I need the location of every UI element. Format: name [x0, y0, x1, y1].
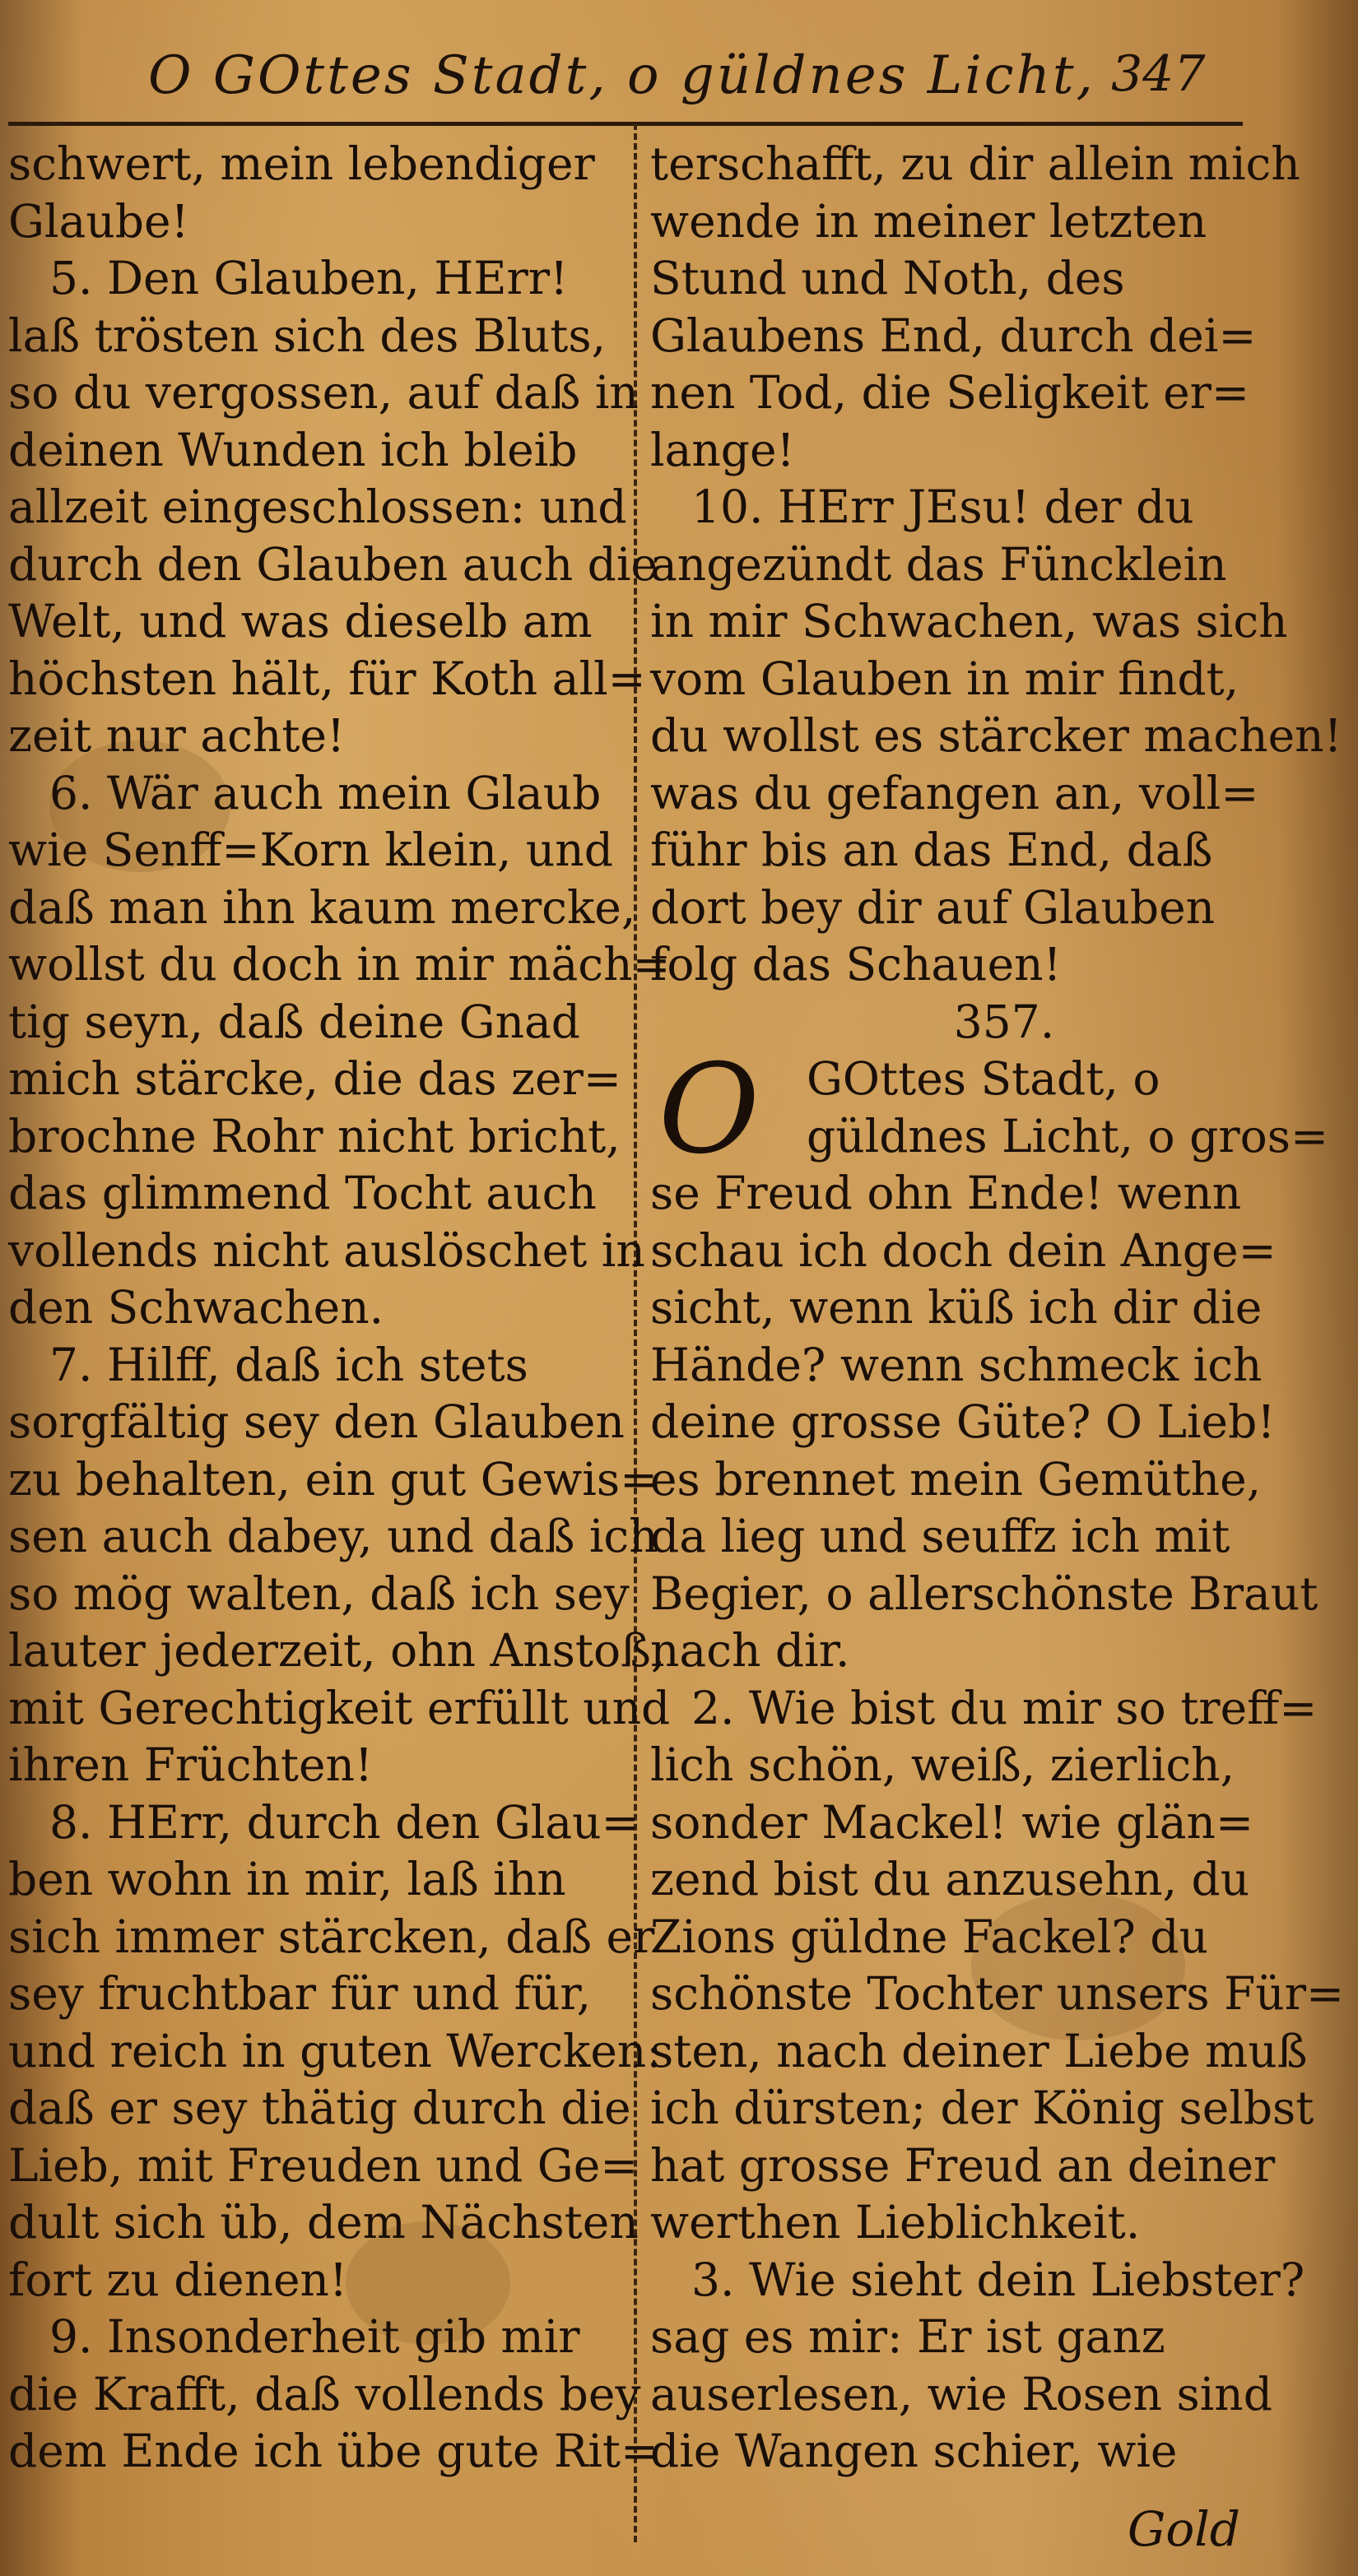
text-line: sonder Mackel! wie glän= [650, 1795, 1254, 1849]
text-line: führ bis an das End, daß [650, 824, 1213, 876]
text-line: sag es mir: Er ist ganz [650, 2310, 1165, 2363]
text-line: wollst du doch in mir mäch= [8, 938, 671, 991]
text-line: lich schön, weiß, zierlich, [650, 1738, 1235, 1791]
text-line: Lieb, mit Freuden und Ge= [8, 2138, 639, 2192]
text-line: fort zu dienen! [8, 2253, 348, 2306]
header-rule [8, 122, 1243, 126]
left-column [8, 136, 671, 2481]
text-line: Hände? wenn schmeck ich [650, 1338, 1263, 1391]
text-line: deinen Wunden ich bleib [8, 423, 578, 476]
hymn-356-ending [650, 136, 1342, 994]
text-line: schönste Tochter unsers Für= [650, 1967, 1345, 2020]
text-line: und reich in guten Wercken: [8, 2024, 662, 2077]
text-line: zu behalten, ein gut Gewis= [8, 1452, 658, 1506]
text-line: so mög walten, daß ich sey [8, 1566, 630, 1620]
text-line: 5. Den Glauben, HErr! [49, 252, 569, 304]
text-line: Begier, o allerschönste Braut [650, 1566, 1318, 1620]
text-line: schau ich doch dein Ange= [650, 1223, 1277, 1277]
page-number: 347 [1111, 45, 1206, 103]
text-line: lauter jederzeit, ohn Anstoß, [8, 1624, 666, 1677]
text-line: ben wohn in mir, laß ihn [8, 1853, 566, 1905]
text-line: tig seyn, daß deine Gnad [8, 995, 580, 1048]
text-line: die Krafft, daß vollends bey [8, 2367, 641, 2421]
text-line: mich stärcke, die das zer= [8, 1052, 621, 1105]
text-line: dult sich üb, dem Nächsten [8, 2196, 639, 2249]
text-line: da lieg und seuffz ich mit [650, 1510, 1230, 1562]
text-line: wende in meiner letzten [650, 194, 1207, 248]
text-line: 3. Wie sieht dein Liebster? [691, 2253, 1305, 2306]
hymn-357-text [650, 1223, 1345, 2481]
text-line: werthen Lieblichkeit. [650, 2196, 1141, 2249]
text-line: schwert, mein lebendiger [8, 137, 595, 190]
text-line: ihren Früchten! [8, 1738, 374, 1791]
text-line: so du vergossen, auf daß in [8, 366, 639, 419]
text-line: Glaubens End, durch dei= [650, 309, 1257, 362]
text-line: vollends nicht auslöschet in [8, 1223, 645, 1277]
text-line: 9. Insonderheit gib mir [49, 2310, 580, 2363]
text-line: sey fruchtbar für und für, [8, 1967, 592, 2020]
text-line: ich dürsten; der König selbst [650, 2082, 1314, 2134]
text-line: 8. HErr, durch den Glau= [49, 1795, 639, 1849]
text-line: allzeit eingeschlossen: und [8, 480, 627, 533]
text-line: sen auch dabey, und daß ich [8, 1510, 658, 1562]
text-line: nach dir. [650, 1624, 850, 1677]
hymn-opening [650, 1038, 1329, 1223]
text-line: durch den Glauben auch die [8, 537, 658, 591]
text-line: sorgfältig sey den Glauben [8, 1395, 625, 1448]
text-line: die Wangen schier, wie [650, 2425, 1178, 2477]
text-line: zend bist du anzusehn, du [650, 1853, 1250, 1905]
text-line: dort bey dir auf Glauben [650, 880, 1216, 934]
right-column [650, 136, 1345, 2481]
text-line: lange! [650, 423, 795, 476]
running-title: O GOttes Stadt, o güldnes Licht, [148, 45, 1095, 106]
text-line: vom Glauben in mir findt, [650, 652, 1239, 705]
text-line: güldnes Licht, o gros= [807, 1109, 1329, 1163]
text-line: 10. HErr JEsu! der du [691, 480, 1194, 533]
text-line: se Freud ohn Ende! wenn [650, 1167, 1242, 1219]
text-line: höchsten hält, für Koth all= [8, 652, 646, 705]
text-line: Zions güldne Fackel? du [650, 1910, 1209, 1963]
text-line: du wollst es stärcker machen! [650, 709, 1342, 762]
text-line: in mir Schwachen, was sich [650, 595, 1288, 647]
text-line: dem Ende ich übe gute Rit= [8, 2425, 659, 2477]
running-header [148, 45, 1218, 119]
hymn-number: 357. [953, 995, 1055, 1048]
text-line: es brennet mein Gemüthe, [650, 1452, 1262, 1506]
text-line: daß man ihn kaum mercke, [8, 880, 636, 934]
text-line: brochne Rohr nicht bricht, [8, 1109, 621, 1163]
text-line: zeit nur achte! [8, 709, 346, 762]
text-line: GOttes Stadt, o [807, 1052, 1160, 1105]
text-line: was du gefangen an, voll= [650, 766, 1259, 819]
text-line: daß er sey thätig durch die [8, 2082, 631, 2134]
text-line: Stund und Noth, des [650, 252, 1125, 304]
text-line: angezündt das Füncklein [650, 537, 1227, 591]
text-line: mit Gerechtigkeit erfüllt und [8, 1681, 671, 1734]
text-line: sicht, wenn küß ich dir die [650, 1281, 1263, 1334]
text-line: Welt, und was dieselb am [8, 595, 593, 647]
catchword: Gold [1128, 2501, 1240, 2557]
text-line: sich immer stärcken, daß er [8, 1910, 655, 1963]
text-line: 7. Hilff, daß ich stets [49, 1338, 528, 1391]
text-line: den Schwachen. [8, 1281, 384, 1334]
text-line: hat grosse Freud an deiner [650, 2138, 1276, 2192]
text-line: folg das Schauen! [650, 938, 1062, 991]
text-line: das glimmend Tocht auch [8, 1167, 597, 1219]
text-line: 6. Wär auch mein Glaub [49, 766, 602, 819]
text-line: 2. Wie bist du mir so treff= [691, 1681, 1318, 1734]
text-line: nen Tod, die Seligkeit er= [650, 366, 1249, 419]
text-line: terschafft, zu dir allein mich [650, 137, 1300, 190]
text-line: auserlesen, wie Rosen sind [650, 2367, 1272, 2421]
text-line: deine grosse Güte? O Lieb! [650, 1395, 1276, 1448]
text-line: laß trösten sich des Bluts, [8, 309, 607, 362]
text-line: sten, nach deiner Liebe muß [650, 2024, 1308, 2077]
drop-cap: O [658, 1038, 760, 1181]
text-line: wie Senff=Korn klein, und [8, 824, 613, 876]
text-line: Glaube! [8, 194, 189, 248]
